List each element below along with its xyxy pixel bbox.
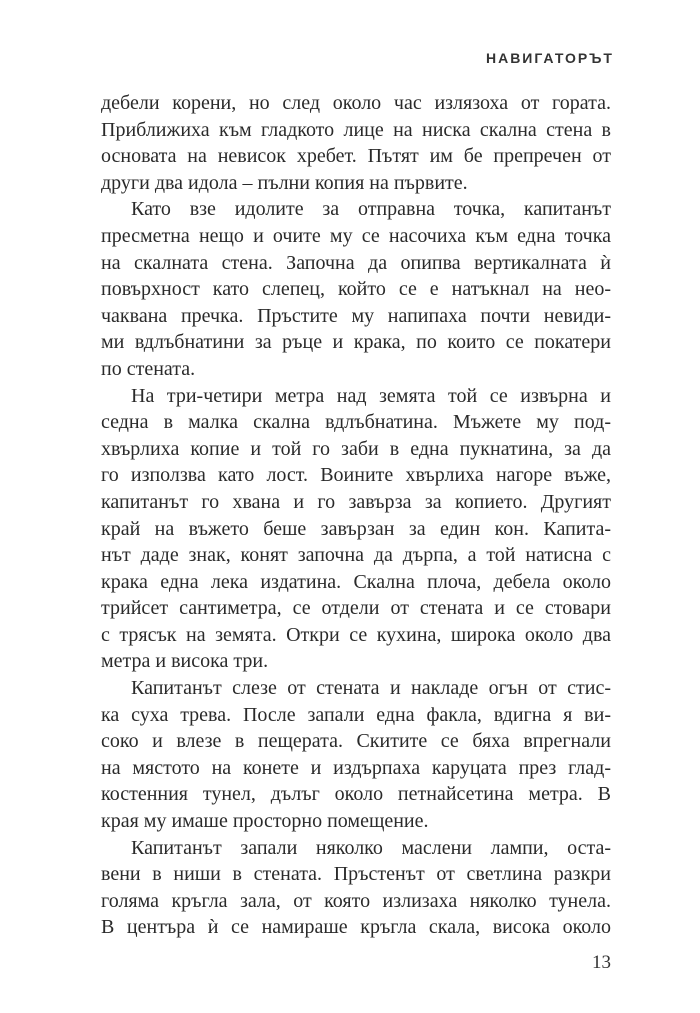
- page-number: 13: [592, 952, 611, 973]
- text-line: по стената.: [101, 357, 196, 380]
- text-line: В центъра ѝ се намираше кръгла скала, висока около: [101, 916, 611, 939]
- text-line: с трясък на земята. Откри се кухина, широка около два: [101, 623, 611, 646]
- text-line: голяма кръгла зала, от която излизаха няколко тунела.: [101, 889, 611, 912]
- text-line: метра и висока три.: [101, 650, 269, 673]
- text-line: основата на невисок хребет. Пътят им бе препречен от: [101, 145, 611, 168]
- text-line: на мястото на конете и издърпаха каруцата през глад-: [101, 756, 611, 779]
- paragraph: [101, 90, 611, 196]
- text-line: Капитанът запали няколко маслени лампи, оста-: [131, 836, 611, 859]
- text-line: други два идола – пълни копия на първите.: [101, 171, 468, 194]
- text-line: костенния тунел, дълъг около петнайсетина метра. В: [101, 783, 611, 806]
- text-line: края му имаше просторно помещение.: [101, 810, 429, 833]
- text-line: повърхност като слепец, който се е натъкнал на нео-: [101, 278, 611, 301]
- text-line: дебели корени, но след около час излязоха от гората.: [101, 92, 611, 114]
- text-line: чаквана пречка. Пръстите му напипаха почти невиди-: [101, 304, 611, 327]
- running-header: НАВИГАТОРЪТ: [485, 50, 614, 66]
- text-line: вени в ниши в стената. Пръстенът от светлина разкри: [101, 863, 611, 886]
- text-line: край на въжето беше завързан за един кон. Капита-: [101, 517, 611, 540]
- text-line: Приближиха към гладкото лице на ниска скална стена в: [101, 118, 611, 141]
- text-line: го използва като лост. Воините хвърлиха нагоре въже,: [101, 464, 611, 487]
- paragraph: [101, 835, 611, 941]
- text-line: На три-четири метра над земята той се извърна и: [131, 384, 611, 407]
- text-line: седна в малка скална вдлъбнатина. Мъжете му под-: [101, 411, 611, 434]
- paragraph: [101, 383, 611, 676]
- text-line: нът даде знак, конят започна да дърпа, а той натисна с: [101, 544, 611, 567]
- text-line: соко и влезе в пещерата. Скитите се бяха впрегнали: [101, 730, 611, 753]
- text-line: хвърлиха копие и той го заби в една пукнатина, за да: [101, 437, 611, 460]
- body-text: [101, 90, 611, 941]
- paragraph: [101, 196, 611, 382]
- text-line: трийсет сантиметра, се отдели от стената и се стовари: [101, 597, 611, 620]
- text-line: ми вдлъбнатини за ръце и крака, по които се покатери: [101, 331, 611, 354]
- text-line: Като взе идолите за отправна точка, капитанът: [131, 198, 611, 221]
- text-line: на скалната стена. Започна да опипва вертикалната ѝ: [101, 251, 611, 274]
- text-line: ка суха трева. После запали една факла, вдигна я ви-: [101, 703, 611, 726]
- paragraph: [101, 675, 611, 835]
- text-line: пресметна нещо и очите му се насочиха към една точка: [101, 224, 611, 247]
- text-line: крака една лека издатина. Скална плоча, дебела около: [101, 570, 611, 593]
- text-line: капитанът го хвана и го завърза за копието. Другият: [101, 490, 611, 513]
- text-line: Капитанът слезе от стената и накладе огън от стис-: [131, 677, 611, 700]
